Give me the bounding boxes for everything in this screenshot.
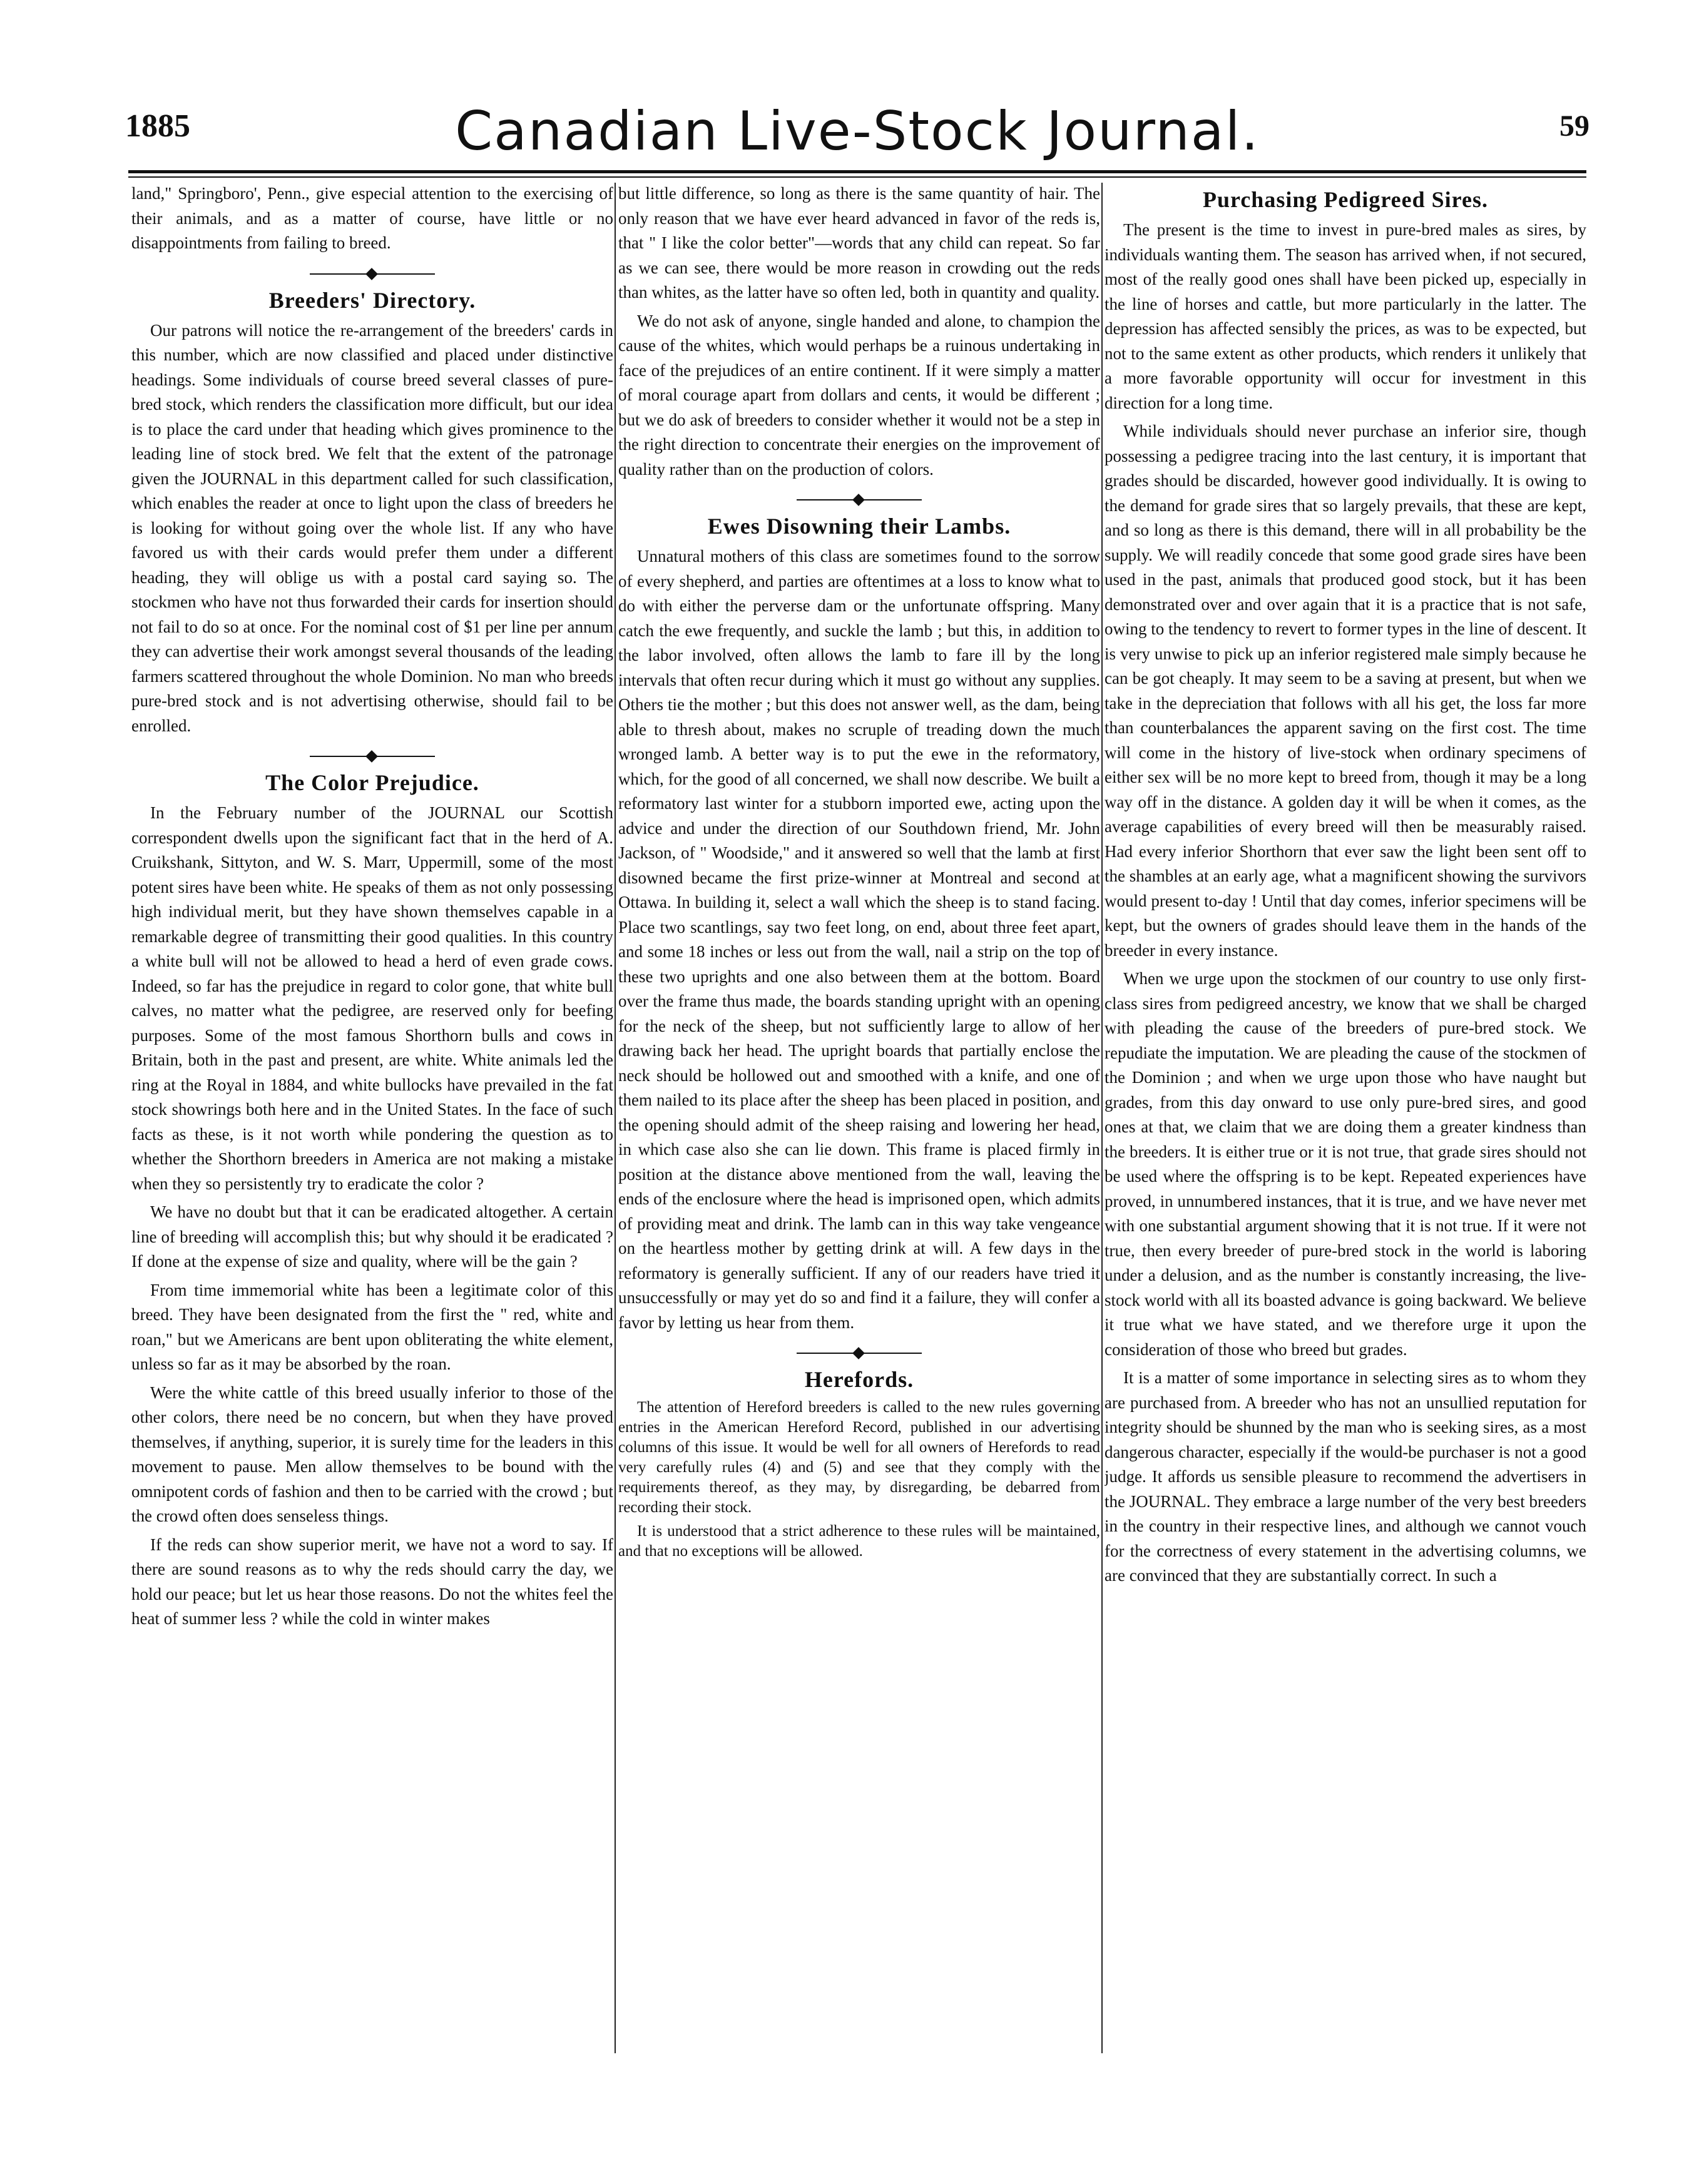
article-paragraph: The attention of Hereford breeders is called to the new rules governing entries in the American Hereford Record, published in our advertising columns of this issue. It would be well for all owners of Herefords to read very carefully rules (4) and (5) and see that they comply with the requirements thereof, as they may, by disregarding, be debarred from recording their stock. [618, 1399, 1100, 1516]
header-rule [128, 170, 1586, 173]
article-paragraph: land," Springboro', Penn., give especial attention to the exercising of their animals, and as a matter of course, have little or no disappointments from failing to breed. [131, 184, 613, 252]
article-paragraph: We do not ask of anyone, single handed and alone, to champion the cause of the whites, which would perhaps be a ruinous undertaking in face of the prejudices of an entire continent. If it were simply a matter of moral courage apart from dollars and cents, it would be different ; but we do ask of breeders to consider whether it would not be a step in the right direction to concentrate their energies on the improvement of quality rather than on the production of colors. [618, 311, 1100, 479]
article-paragraph: We have no doubt but that it can be eradicated altogether. A certain line of breeding will accomplish this; but why should it be eradicated ? If done at the expense of size and quality, where will be the gain ? [131, 1202, 613, 1271]
column-left [131, 181, 613, 2058]
journal-title: Canadian Live-Stock Journal. [455, 100, 1260, 163]
article-heading: Breeders' Directory. [268, 287, 476, 313]
column-right [1105, 181, 1586, 2058]
page-number: 59 [1559, 109, 1589, 143]
article-paragraph: In the February number of the JOURNAL our Scottish correspondent dwells upon the significant fact that in the herd of A. Cruikshank, Sittyton, and W. S. Marr, Uppermill, some of the most potent sires have been white. He speaks of them as not only possessing high individual merit, but they have shown themselves capable in a remarkable degree of transmitting their good qualities. In this country a white bull will not be allowed to head a herd of even grade cows. Indeed, so far has the prejudice in regard to color gone, that white bull calves, no matter what the pedigree, are reserved only for beefing purposes. Some of the most famous Shorthorn bulls and cows in Britain, both in the past and present, are white. White animals led the ring at the Royal in 1884, and white bullocks have prevailed in the fat stock showrings both here and in the United States. In the face of such facts as these, is it not worth while pondering the question as to whether the Shorthorn breeders in America are not making a mistake when they so persistently try to eradicate the color ? [131, 803, 613, 1193]
issue-year: 1885 [125, 108, 190, 144]
column-middle [618, 181, 1100, 2058]
article-heading: Ewes Disowning their Lambs. [707, 514, 1011, 539]
page-header [125, 100, 1589, 169]
article-paragraph: Our patrons will notice the re-arrangement of the breeders' cards in this number, which are now classified and placed under distinctive headings. Some individuals of course breed several classes of pure-bred stock, which renders the classification more difficult, but our idea is to place the card under that heading which gives prominence to the leading line of stock bred. We felt that the extent of the patronage given the JOURNAL in this department called for such classification, which enables the reader at once to light upon the class of breeders he is looking for without going over the whole list. If any who have favored us with their cards would prefer them under a different heading, they will oblige us with a postal card saying so. The stockmen who have not thus forwarded their cards for insertion should not fail to do so at once. For the nominal cost of $1 per line per annum they can advertise their work amongst several thousands of the leading farmers scattered throughout the whole Dominion. No man who breeds pure-bred stock and is not advertising otherwise, should fail to be enrolled. [131, 320, 613, 735]
article-paragraph: From time immemorial white has been a legitimate color of this breed. They have been designated from the first the " red, white and roan," but we Americans are bent upon obliterating the white element, unless so far as it may be absorbed by the roan. [131, 1280, 613, 1373]
column-divider [1101, 183, 1103, 2053]
header-rule-thin [128, 176, 1586, 178]
article-paragraph: The present is the time to invest in pure-bred males as sires, by individuals wanting them. The season has arrived when, if not secured, most of the really good ones shall have been picked up, especially in the line of horses and cattle, but more particularly in the latter. The depression has affected sensibly the prices, as was to be expected, but not to the same extent as other products, which renders it unlikely that a more favorable opportunity will occur for investment in this direction for a long time. [1105, 220, 1586, 412]
article-paragraph: If the reds can show superior merit, we have not a word to say. If there are sound reasons as to why the reds should carry the day, we hold our peace; but let us hear those reasons. Do not the whites feel the heat of summer less ? while the cold in winter makes [131, 1535, 613, 1628]
section-separator [797, 1346, 922, 1360]
article-paragraph: When we urge upon the stockmen of our country to use only first-class sires from pedigreed ancestry, we know that we shall be charged with pleading the cause of the breeders of pure-bred stock. We repudiate the imputation. We are pleading the cause of the stockmen of the Dominion ; and when we urge upon those who have naught but grades, from this day onward to use only pure-bred sires, and good ones at that, we claim that we are doing them a greater kindness than the breeders. It is either true or it is not true, that grade sires should not be used where the offspring is to be kept. Repeated experiences have proved, in unnumbered instances, that it is true, and we have never met with one substantial argument showing that it is not true. If it were not true, then every breeder of pure-bred stock in the world is laboring under a delusion, and as the number is constantly increasing, the live-stock world with all its boasted advance is going backward. We believe it true what we have stated, and we therefore urge it upon the consideration of those who breed but grades. [1105, 969, 1586, 1359]
column-divider [615, 183, 616, 2053]
article-paragraph: Unnatural mothers of this class are sometimes found to the sorrow of every shepherd, and parties are oftentimes at a loss to know what to do with either the perverse dam or the unfortunate offspring. Many catch the ewe frequently, and suckle the lamb ; but this, in addition to the labor involved, often allows the lamb to fare ill by the long intervals that often recur during which it must go without any supplies. Others tie the mother ; but this does not answer well, as the dam, being able to thresh about, makes no scruple of treading down the much wronged lamb. A better way is to put the ewe in the reformatory, which, for the good of all concerned, we shall now describe. We built a reformatory last winter for a stubborn imported ewe, acting upon the advice and under the direction of our Southdown friend, Mr. John Jackson, of " Woodside," and it answered so well that the lamb at first disowned became the first prize-winner at Montreal and second at Ottawa. In building it, select a wall which the sheep is to stand facing. Place two scantlings, say two feet long, on end, about three feet apart, and some 18 inches or less out from the wall, nail a strip on the top of these two uprights and one also between them at the bottom. Board over the frame thus made, the boards standing upright with an opening for the neck of the sheep, but not sufficiently large to allow of her drawing back her head. The upright boards that partially enclose the neck should be hollowed out and smoothed with a knife, and one of them nailed to its place after the sheep has been placed in position, and the opening should admit of the sheep raising and lowering her head, in which case also she can lie down. This frame is placed firmly in position at the distance above mentioned from the wall, leaving the ends of the enclosure where the head is imprisoned open, which admits of providing meat and drink. The lamb can in this way take vengeance on the heartless mother by getting drink at will. A few days in the reformatory is generally sufficient. If any of our readers have tried it unsuccessfully or may yet do so and find it a failure, they will confer a favor by letting us hear from them. [618, 547, 1100, 1332]
article-heading: Herefords. [804, 1367, 914, 1392]
article-paragraph: but little difference, so long as there is the same quantity of hair. The only reason that we have ever heard advanced in favor of the reds is, that " I like the color better"—words that any child can repeat. So far as we can see, there would be more reason in crowding out the reds than whites, as the latter have so often led, both in quantity and quality. [618, 184, 1100, 302]
article-paragraph: It is a matter of some importance in selecting sires as to whom they are purchased from. A breeder who has not an unsullied reputation for integrity should be shunned by the man who is seeking sires, as a most dangerous character, especially if the would-be purchaser is not a good judge. It affords us sensible pleasure to recommend the advertisers in the JOURNAL. They embrace a large number of the very best breeders in the country in their respective lines, and although we cannot vouch for the correctness of every statement in the advertising columns, we are convinced that they are substantially correct. In such a [1105, 1368, 1586, 1585]
article-heading: Purchasing Pedigreed Sires. [1202, 187, 1488, 212]
section-separator [797, 493, 922, 507]
article-paragraph: While individuals should never purchase an inferior sire, though possessing a pedigree tracing into the last century, it is important that grades should be discarded, however good individually. It is owing to the demand for grade sires that so largely prevails, that these are kept, and so long as there is this demand, there will in all probability be the supply. We will readily concede that some good grade sires have been used in the past, animals that produced good stock, but it has been demonstrated over and over again that it is a practice that is not safe, owing to the tendency to revert to former types in the line of descent. It is very unwise to pick up an inferior registered male simply because he can be got cheaply. It may seem to be a saving at present, but when we take in the depreciation that follows with all his get, the loss far more than counterbalances the apparent saving on the first cost. The time will come in the history of live-stock when ordinary specimens of either sex will be no more kept to breed from, though it may be a long way off in the distance. A golden day it will be when it comes, as the average capabilities of every breed will then be measurably raised. Had every inferior Shorthorn that ever saw the light been sent off to the shambles at an early age, what a magnificent showing the survivors would present to-day ! Until that day comes, inferior specimens will be kept, but the owners of grades should leave them in the hands of the breeder in every instance. [1105, 422, 1586, 960]
small-print-block [618, 1398, 1100, 1562]
section-separator [310, 749, 435, 763]
article-paragraph: It is understood that a strict adherence to these rules will be maintained, and that no exceptions will be allowed. [618, 1523, 1100, 1560]
article-paragraph: Were the white cattle of this breed usually inferior to those of the other colors, there need be no concern, but when they have proved themselves, if anything, superior, it is surely time for the leaders in this movement to pause. Men allow themselves to be bound with the omnipotent cords of fashion and then to be carried with the crowd ; but the crowd often does senseless things. [131, 1383, 613, 1525]
article-heading: The Color Prejudice. [265, 770, 479, 795]
section-separator [310, 267, 435, 281]
